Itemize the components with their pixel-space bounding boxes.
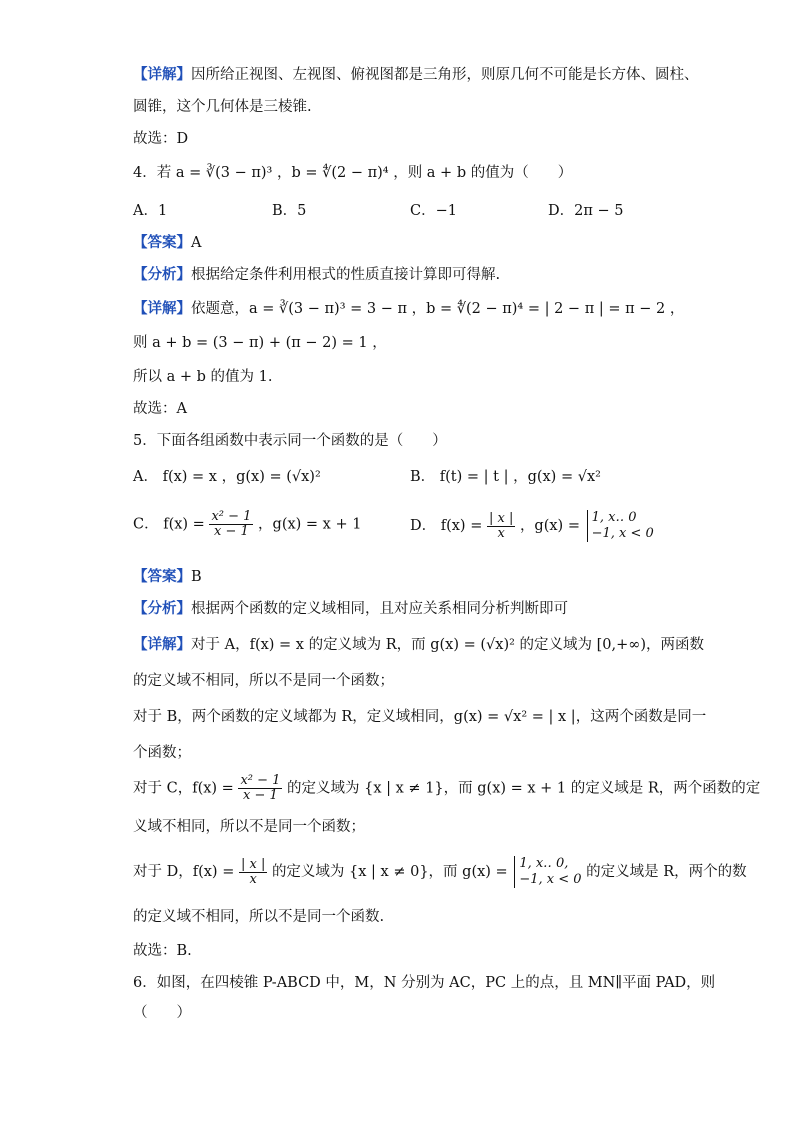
section-tag: 【分析】 xyxy=(133,600,191,617)
section-tag: 【分析】 xyxy=(133,266,191,283)
q4-option-a: A．1 xyxy=(133,203,168,219)
q4-option-d: D．2π − 5 xyxy=(548,203,624,219)
answer-choice-line: 故选：A xyxy=(133,401,187,417)
q4-option-c: C．−1 xyxy=(410,203,457,219)
q5-option-c: C． f(x) = $\frac{\text{x² − 1}}{x - 1}$ ，g(x) = x + 1 xyxy=(133,509,362,539)
analysis-line: 【分析】根据两个函数的定义域相同，且对应关系相同分析判断即可 xyxy=(133,600,568,617)
explanation-line: 对于 C，f(x) = $\frac{\text{x² − 1}}{x - 1}$ 的定义域为 {x | x ≠ 1}，而 g(x) = x + 1 的定义域是 R，两个函数的定 xyxy=(133,773,761,803)
section-tag: 【答案】 xyxy=(133,568,191,585)
explanation-line: 的定义域不相同，所以不是同一个函数. xyxy=(133,909,385,925)
explanation-line: 对于 B，两个函数的定义域都为 R，定义域相同，g(x) = √x² = | x |，这两个函数是同一 xyxy=(133,709,707,725)
explanation-line: 个函数； xyxy=(133,745,191,761)
answer-line: 【答案】B xyxy=(133,568,202,585)
question-4: 4．若 a = ∛(3 − π)³ ，b = ∜(2 − π)⁴ ，则 a + b 的值为（ ） xyxy=(133,165,573,181)
section-tag: 【答案】 xyxy=(133,234,191,251)
analysis-line: 【分析】根据给定条件利用根式的性质直接计算即可得解. xyxy=(133,266,501,283)
q4-option-b: B．5 xyxy=(272,203,307,219)
explanation-line: 圆锥，这个几何体是三棱锥. xyxy=(133,99,312,115)
explanation-line: 【详解】依题意，a = ∛(3 − π)³ = 3 − π ，b = ∜(2 − π)⁴ = | 2 − π | = π − 2 ， xyxy=(133,300,685,317)
q5-option-a: A． f(x) = x ，g(x) = (√x)² xyxy=(133,469,321,485)
q5-option-b: B． f(t) = | t | ，g(x) = √x² xyxy=(410,469,601,485)
section-tag: 【详解】 xyxy=(133,636,191,653)
question-6-continuation: （ ） xyxy=(133,1005,191,1021)
q5-option-d: D． f(x) = $\frac{| x |}{x}$ ，g(x) = 1, x‥ 0 −1, x < 0 xyxy=(410,510,654,541)
answer-choice-line: 故选：B. xyxy=(133,943,192,959)
explanation-line: 对于 D，f(x) = $\frac{| x |}{x}$ 的定义域为 {x | x ≠ 0}，而 g(x) = 1, x‥ 0, −1, x < 0 的定义域是 R，两个的数 xyxy=(133,856,747,887)
explanation-line: 的定义域不相同，所以不是同一个函数； xyxy=(133,673,394,689)
explanation-line: 【详解】对于 A，f(x) = x 的定义域为 R，而 g(x) = (√x)² 的定义域为 [0,+∞)，两函数 xyxy=(133,636,705,653)
explanation-line: 则 a + b = (3 − π) + (π − 2) = 1 ， xyxy=(133,335,387,351)
answer-choice-line: 故选：D xyxy=(133,131,189,147)
explanation-line: 【详解】因所给正视图、左视图、俯视图都是三角形，则原几何不可能是长方体、圆柱、 xyxy=(133,66,699,83)
question-5: 5．下面各组函数中表示同一个函数的是（ ） xyxy=(133,433,447,449)
explanation-line: 所以 a + b 的值为 1. xyxy=(133,369,273,385)
explanation-line: 义域不相同，所以不是同一个函数； xyxy=(133,819,365,835)
answer-line: 【答案】A xyxy=(133,234,202,251)
question-6: 6．如图，在四棱锥 P-ABCD 中，M，N 分别为 AC，PC 上的点，且 MN∥平面 PAD，则 xyxy=(133,975,716,991)
section-tag: 【详解】 xyxy=(133,300,191,317)
section-tag: 【详解】 xyxy=(133,66,191,83)
